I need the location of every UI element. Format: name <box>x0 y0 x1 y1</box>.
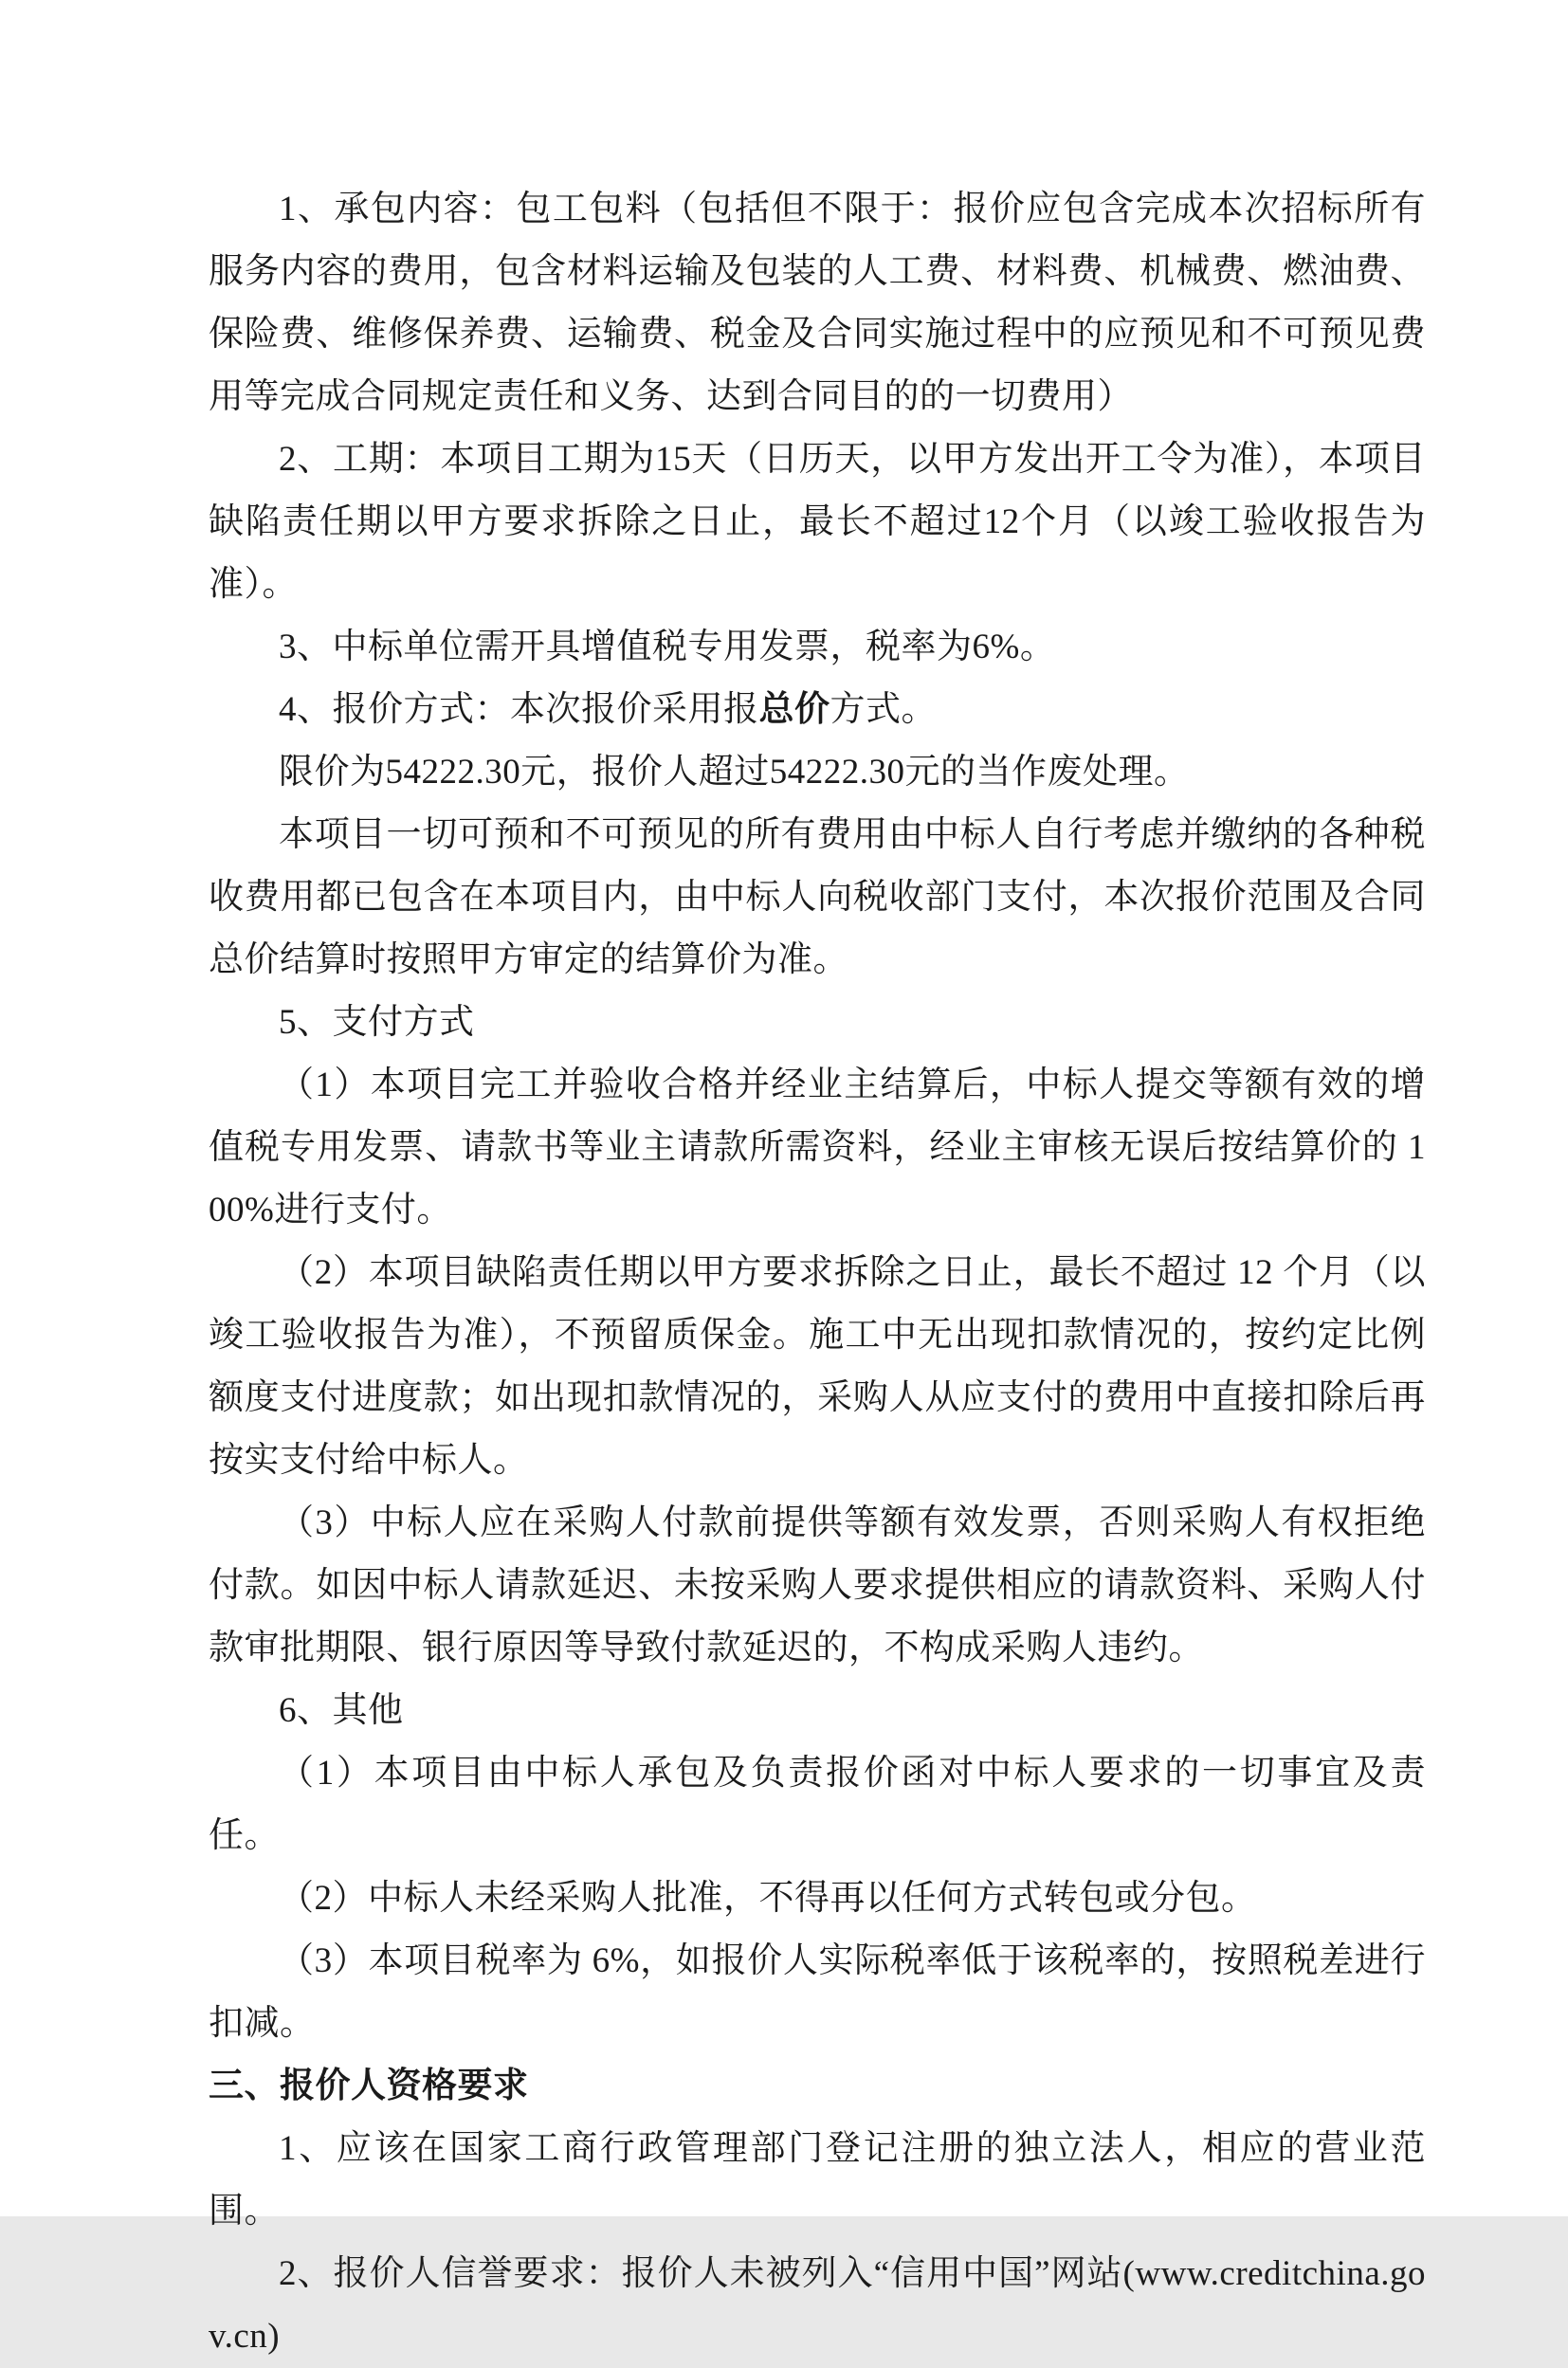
para-price-limit: 限价为54222.30元，报价人超过54222.30元的当作废处理。 <box>279 753 1190 792</box>
para-quote-method-bold-term: 总价 <box>758 690 830 729</box>
para-payment-item-3: （3）中标人应在采购人付款前提供等额有效发票，否则采购人有权拒绝付款。如因中标人请款延迟、未按采购人要求提供相应的请款资料、采购人付款审批期限、银行原因等导致付款延迟的，不构成采购人违约。 <box>209 1503 1426 1667</box>
para-payment-item-2: （2）本项目缺陷责任期以甲方要求拆除之日止，最长不超过 12 个月（以竣工验收报告为准），不预留质保金。施工中无出现扣款情况的，按约定比例额度支付进度款；如出现扣款情况的，采购人从应支付的费用中直接扣除后再按实支付给中标人。 <box>209 1253 1426 1480</box>
para-qualification-item-2: 2、报价人信誉要求：报价人未被列入“信用中国”网站(www.creditchina.gov.cn) <box>209 2254 1426 2356</box>
para-vat-invoice: 3、中标单位需开具增值税专用发票，税率为6%。 <box>279 628 1056 666</box>
para-quote-method-pre: 4、报价方式：本次报价采用报 <box>279 690 759 729</box>
para-others-item-1: （1）本项目由中标人承包及负责报价函对中标人要求的一切事宜及责任。 <box>209 1754 1426 1855</box>
para-payment-method-title: 5、支付方式 <box>279 1003 475 1042</box>
para-qualification-item-1: 1、应该在国家工商行政管理部门登记注册的独立法人，相应的营业范围。 <box>209 2129 1426 2231</box>
para-others-title: 6、其他 <box>279 1691 404 1730</box>
para-construction-period: 2、工期：本项目工期为15天（日历天，以甲方发出开工令为准），本项目缺陷责任期以甲方要求拆除之日止，最长不超过12个月（以竣工验收报告为准）。 <box>209 440 1426 604</box>
para-others-item-3: （3）本项目税率为 6%，如报价人实际税率低于该税率的，按照税差进行扣减。 <box>209 1941 1426 2043</box>
para-tax-inclusion: 本项目一切可预和不可预见的所有费用由中标人自行考虑并缴纳的各种税收费用都已包含在本项目内，由中标人向税收部门支付，本次报价范围及合同总价结算时按照甲方审定的结算价为准。 <box>209 815 1426 979</box>
para-others-item-2: （2）中标人未经采购人批准，不得再以任何方式转包或分包。 <box>279 1879 1257 1918</box>
para-quote-method-post: 方式。 <box>830 690 937 729</box>
para-contract-scope: 1、承包内容：包工包料（包括但不限于：报价应包含完成本次招标所有服务内容的费用，包含材料运输及包装的人工费、材料费、机械费、燃油费、保险费、维修保养费、运输费、税金及合同实施过程中的应预见和不可预见费用等完成合同规定责任和义务、达到合同目的的一切费用） <box>209 190 1426 416</box>
para-payment-item-1: （1）本项目完工并验收合格并经业主结算后，中标人提交等额有效的增值税专用发票、请款书等业主请款所需资料，经业主审核无误后按结算价的 100%进行支付。 <box>209 1066 1426 1230</box>
section-heading-bidder-qualification: 三、报价人资格要求 <box>209 2067 529 2105</box>
document-body <box>209 178 1426 2368</box>
para-quote-method <box>209 679 1426 741</box>
